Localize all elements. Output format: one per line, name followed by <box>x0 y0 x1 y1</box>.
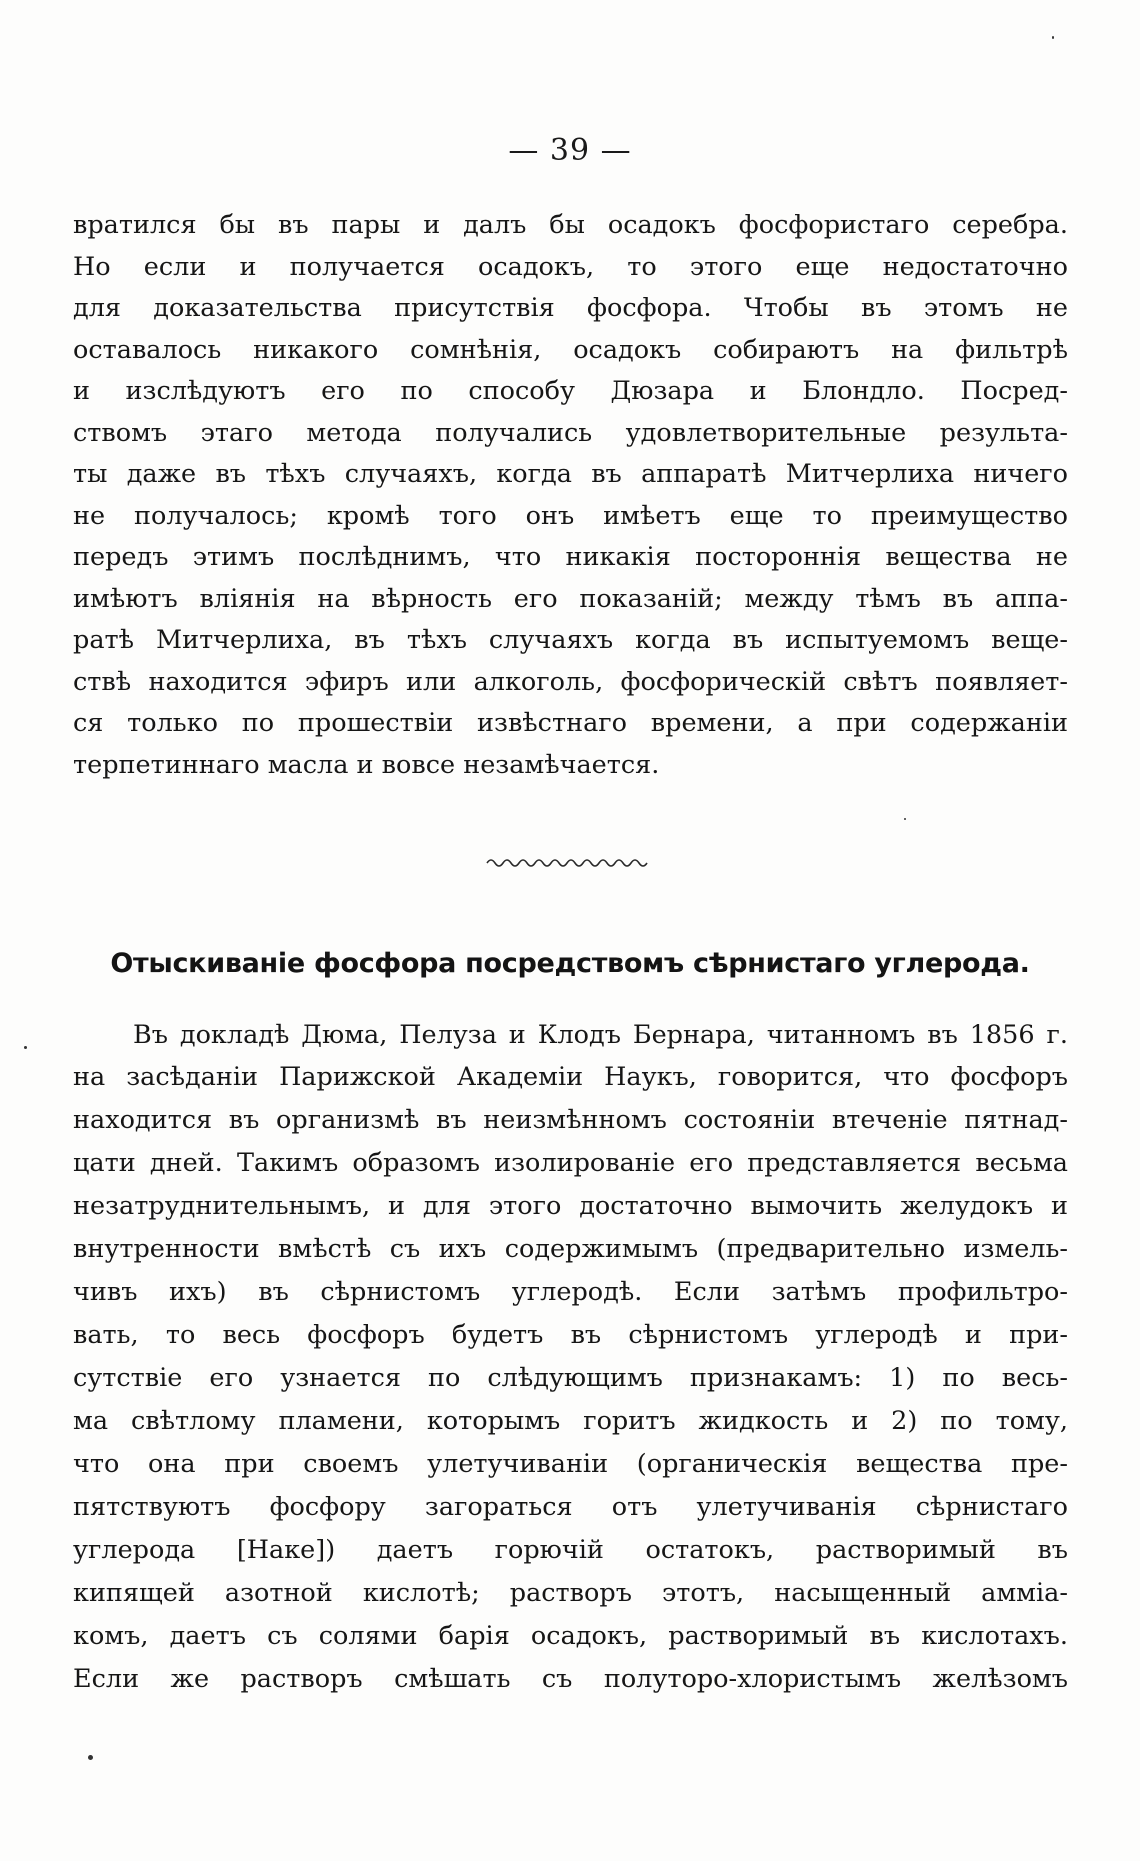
scan-speck <box>24 1046 27 1049</box>
text-line: имѣютъ вліянія на вѣрность его показаній; между тѣмъ въ аппа- <box>73 584 1068 614</box>
text-line: находится въ организмѣ въ неизмѣнномъ состояніи втеченіе пятнад- <box>73 1105 1068 1135</box>
text-line: на засѣданіи Парижской Академіи Наукъ, говорится, что фосфоръ <box>73 1062 1068 1092</box>
text-line: кипящей азотной кислотѣ; растворъ этотъ, насыщенный амміа- <box>73 1578 1068 1608</box>
text-line: вратился бы въ пары и далъ бы осадокъ фосфористаго серебра. <box>73 210 1068 240</box>
section-heading: Отыскиваніе фосфора посредствомъ сѣрнистаго углерода. <box>110 948 1030 979</box>
text-line: внутренности вмѣстѣ съ ихъ содержимымъ (предварительно измель- <box>73 1234 1068 1264</box>
text-line: ты даже въ тѣхъ случаяхъ, когда въ аппаратѣ Митчерлиха ничего <box>73 459 1068 489</box>
text-line: сутствіе его узнается по слѣдующимъ признакамъ: 1) по весь- <box>73 1363 1068 1393</box>
text-line: комъ, даетъ съ солями барія осадокъ, растворимый въ кислотахъ. <box>73 1621 1068 1651</box>
text-line: терпетиннаго масла и вовсе незамѣчается. <box>73 750 660 780</box>
text-line: ма свѣтлому пламени, которымъ горитъ жидкость и 2) по тому, <box>73 1406 1068 1436</box>
text-line: для доказательства присутствія фосфора. Чтобы въ этомъ не <box>73 293 1068 323</box>
text-line: оставалось никакого сомнѣнія, осадокъ собираютъ на фильтрѣ <box>73 335 1068 365</box>
text-line: ратѣ Митчерлиха, въ тѣхъ случаяхъ когда въ испытуемомъ веще- <box>73 625 1068 655</box>
text-line: вать, то весь фосфоръ будетъ въ сѣрнистомъ углеродѣ и при- <box>73 1320 1068 1350</box>
text-line: чивъ ихъ) въ сѣрнистомъ углеродѣ. Если затѣмъ профильтро- <box>73 1277 1068 1307</box>
text-line: Но если и получается осадокъ, то этого еще недостаточно <box>73 252 1068 282</box>
text-line: передъ этимъ послѣднимъ, что никакія постороннія вещества не <box>73 542 1068 572</box>
text-line: что она при своемъ улетучиваніи (органическія вещества пре- <box>73 1449 1068 1479</box>
text-line: ся только по прошествіи извѣстнаго времени, а при содержаніи <box>73 708 1068 738</box>
scan-speck <box>88 1755 93 1760</box>
text-line: пятствуютъ фосфору загораться отъ улетучиванія сѣрнистаго <box>73 1492 1068 1522</box>
text-line: ствѣ находится эфиръ или алкоголь, фосфорическій свѣтъ появляет- <box>73 667 1068 697</box>
scan-speck <box>904 818 906 820</box>
text-line: цати дней. Такимъ образомъ изолированіе его представляется весьма <box>73 1148 1068 1178</box>
wavy-ornament-divider <box>485 856 653 870</box>
text-line: не получалось; кромѣ того онъ имѣетъ еще то преимущество <box>73 501 1068 531</box>
text-line: Въ докладѣ Дюма, Пелуза и Клодъ Бернара, читанномъ въ 1856 г. <box>133 1020 1068 1050</box>
scan-speck <box>1052 36 1054 39</box>
text-line: и изслѣдуютъ его по способу Дюзара и Блондло. Посред- <box>73 376 1068 406</box>
text-line: Если же растворъ смѣшать съ полуторо-хлористымъ желѣзомъ <box>73 1664 1068 1694</box>
text-line: незатруднительнымъ, и для этого достаточно вымочить желудокъ и <box>73 1191 1068 1221</box>
text-line: ствомъ этаго метода получались удовлетворительные результа- <box>73 418 1068 448</box>
text-line: углерода [Наке]) даетъ горючій остатокъ, растворимый въ <box>73 1535 1068 1565</box>
page-number: — 39 — <box>508 133 632 168</box>
